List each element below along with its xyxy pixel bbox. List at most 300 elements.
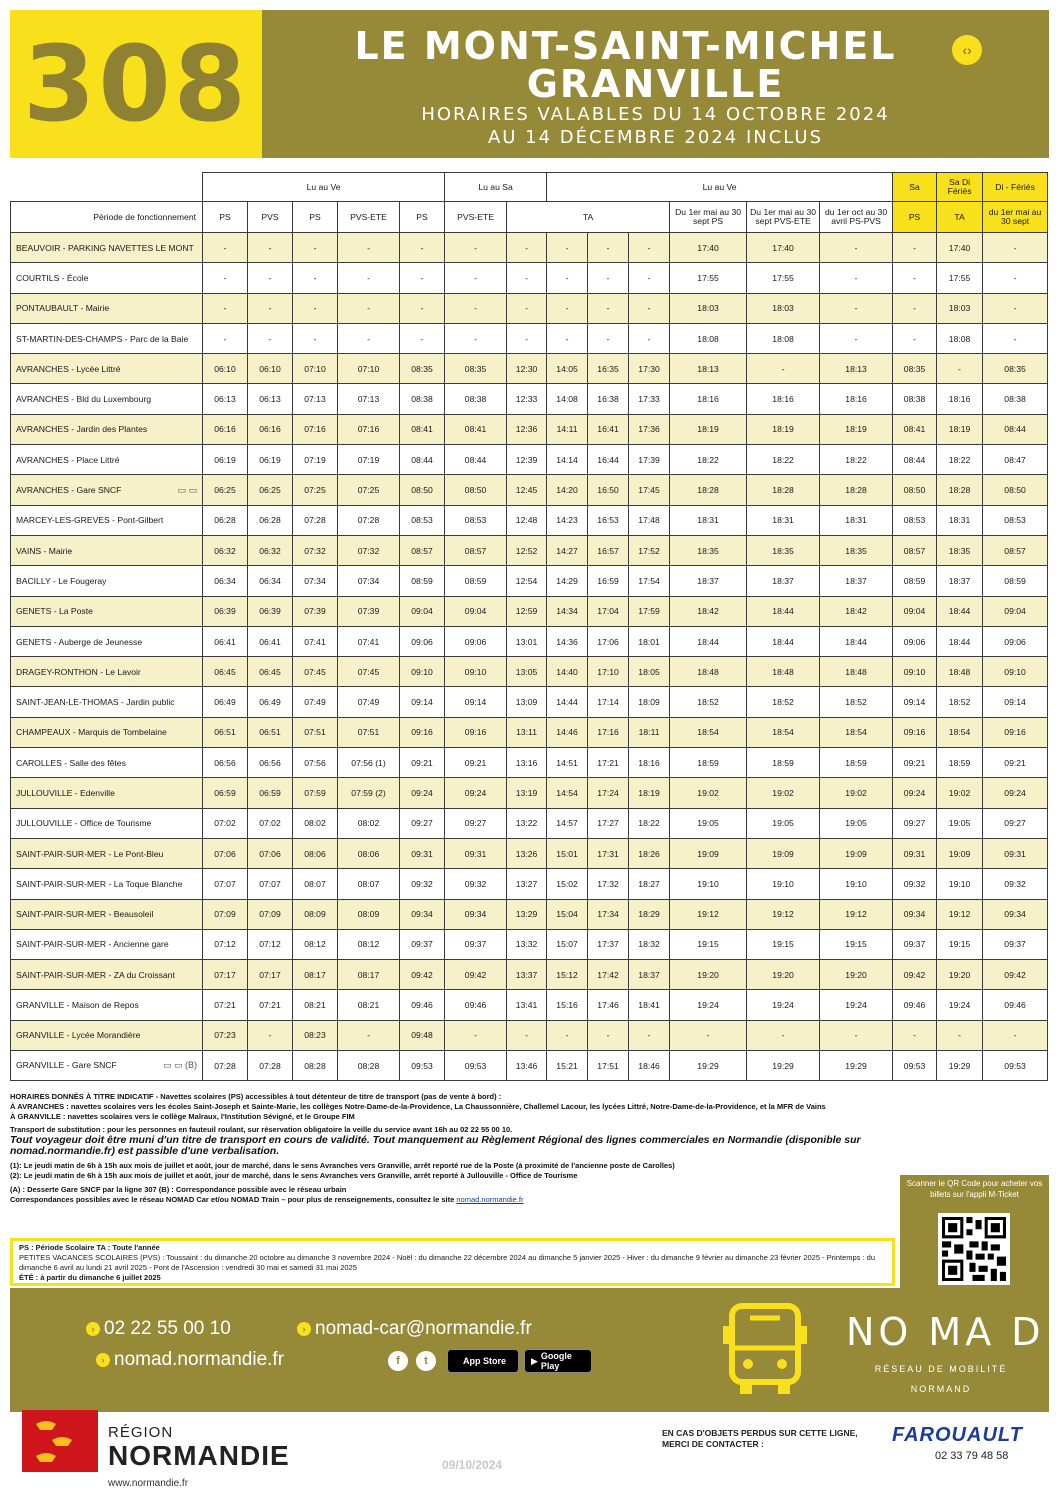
time-cell: 07:39 (293, 596, 338, 626)
corner-cell (11, 173, 203, 202)
bus-icon (720, 1300, 810, 1400)
time-cell: 09:10 (983, 657, 1048, 687)
document-date: 09/10/2024 (442, 1458, 503, 1472)
time-cell: 09:04 (445, 596, 507, 626)
time-cell: 17:59 (629, 596, 670, 626)
time-cell: - (507, 323, 547, 353)
time-cell: - (400, 263, 445, 293)
time-cell: 19:24 (747, 990, 820, 1020)
time-cell: 08:07 (293, 869, 338, 899)
time-cell: 07:06 (203, 838, 248, 868)
time-cell: 18:32 (629, 929, 670, 959)
time-cell: 09:46 (400, 990, 445, 1020)
time-cell: 18:08 (747, 323, 820, 353)
time-cell: 18:59 (937, 748, 983, 778)
time-cell: 17:32 (588, 869, 629, 899)
time-cell: - (248, 1020, 293, 1050)
table-row (11, 838, 1048, 868)
stop-label: GENETS - La Poste (16, 606, 93, 617)
table-row (11, 808, 1048, 838)
time-cell: 18:42 (820, 596, 893, 626)
stop-name (11, 990, 203, 1020)
time-cell: 14:27 (547, 535, 588, 565)
time-cell: - (820, 1020, 893, 1050)
table-row (11, 717, 1048, 747)
time-cell: 07:07 (248, 869, 293, 899)
stop-label: AVRANCHES - Gare SNCF (16, 484, 122, 495)
time-cell: 17:39 (629, 445, 670, 475)
time-cell: 07:41 (338, 626, 400, 656)
period-header: PS (893, 202, 937, 233)
validity-line-1: HORAIRES VALABLES DU 14 OCTOBRE 2024 (421, 104, 890, 125)
time-cell: 07:07 (203, 869, 248, 899)
time-cell: 09:21 (893, 748, 937, 778)
stop-name (11, 748, 203, 778)
time-cell: 07:10 (338, 354, 400, 384)
time-cell: 07:09 (203, 899, 248, 929)
time-cell: 09:34 (983, 899, 1048, 929)
stop-name (11, 899, 203, 929)
time-cell: 19:09 (747, 838, 820, 868)
stop-name (11, 233, 203, 263)
time-cell: 14:40 (547, 657, 588, 687)
phone-number: 02 22 55 00 10 (104, 1318, 231, 1339)
time-cell: 18:16 (670, 384, 747, 414)
region-website[interactable]: www.normandie.fr (108, 1478, 189, 1489)
stop-label: AVRANCHES - Bld du Luxembourg (16, 394, 152, 405)
time-cell: 06:19 (203, 445, 248, 475)
time-cell: 13:19 (507, 778, 547, 808)
time-cell: 18:41 (629, 990, 670, 1020)
time-cell: 09:06 (893, 626, 937, 656)
time-cell: 09:31 (400, 838, 445, 868)
time-cell: 07:49 (293, 687, 338, 717)
stop-name (11, 475, 203, 505)
time-cell: 06:19 (248, 445, 293, 475)
day-group: Lu au Ve (547, 173, 893, 202)
stop-name (11, 566, 203, 596)
time-cell: 07:19 (338, 445, 400, 475)
time-cell: 18:22 (670, 445, 747, 475)
time-cell: 06:28 (248, 505, 293, 535)
time-cell: 09:53 (445, 1051, 507, 1081)
table-row (11, 323, 1048, 353)
time-cell: 19:29 (820, 1051, 893, 1081)
time-cell: 07:51 (338, 717, 400, 747)
time-cell: 09:21 (445, 748, 507, 778)
stop-name (11, 384, 203, 414)
title-area (262, 10, 1049, 158)
time-cell: 08:02 (338, 808, 400, 838)
day-group: Lu au Ve (203, 173, 445, 202)
time-cell: 19:05 (820, 808, 893, 838)
time-cell: 08:35 (400, 354, 445, 384)
stop-name (11, 535, 203, 565)
time-cell: 19:02 (747, 778, 820, 808)
time-cell: 18:52 (937, 687, 983, 717)
time-cell: - (338, 263, 400, 293)
day-group: Sa (893, 173, 937, 202)
table-row (11, 960, 1048, 990)
time-cell: 18:52 (820, 687, 893, 717)
time-cell: - (338, 1020, 400, 1050)
time-cell: - (547, 233, 588, 263)
time-cell: 16:59 (588, 566, 629, 596)
table-row (11, 748, 1048, 778)
timetable (10, 172, 1048, 1081)
time-cell: 09:42 (445, 960, 507, 990)
table-row (11, 778, 1048, 808)
time-cell: 18:37 (670, 566, 747, 596)
nomad-tagline: RÉSEAU DE MOBILITÉ (874, 1364, 1008, 1374)
time-cell: 06:13 (248, 384, 293, 414)
time-cell: 18:59 (820, 748, 893, 778)
table-row (11, 687, 1048, 717)
time-cell: - (893, 263, 937, 293)
time-cell: 19:15 (937, 929, 983, 959)
time-cell: - (547, 1020, 588, 1050)
time-cell: 18:28 (820, 475, 893, 505)
phone-contact[interactable] (86, 1318, 231, 1340)
table-row (11, 990, 1048, 1020)
time-cell: 09:34 (400, 899, 445, 929)
time-cell: 18:35 (937, 535, 983, 565)
time-cell: 09:14 (400, 687, 445, 717)
time-cell: 14:51 (547, 748, 588, 778)
time-cell: - (937, 354, 983, 384)
time-cell: 19:20 (670, 960, 747, 990)
table-row (11, 354, 1048, 384)
time-cell: 08:17 (338, 960, 400, 990)
time-cell: 08:50 (400, 475, 445, 505)
time-cell: 06:49 (248, 687, 293, 717)
time-cell: - (629, 323, 670, 353)
time-cell: 18:19 (629, 778, 670, 808)
time-cell: 18:19 (820, 414, 893, 444)
time-cell: 06:45 (203, 657, 248, 687)
time-cell: 09:06 (983, 626, 1048, 656)
time-cell: 08:35 (893, 354, 937, 384)
time-cell: 08:38 (983, 384, 1048, 414)
app-store-button[interactable] (447, 1349, 519, 1373)
time-cell: 19:12 (937, 899, 983, 929)
time-cell: 07:45 (293, 657, 338, 687)
time-cell: 19:10 (820, 869, 893, 899)
time-cell: 06:32 (248, 535, 293, 565)
time-cell: 19:09 (937, 838, 983, 868)
time-cell: 08:09 (338, 899, 400, 929)
time-cell: - (588, 1020, 629, 1050)
email-contact[interactable] (297, 1318, 532, 1340)
time-cell: 06:13 (203, 384, 248, 414)
time-cell: 08:07 (338, 869, 400, 899)
time-cell: 08:12 (338, 929, 400, 959)
time-cell: - (248, 323, 293, 353)
stop-label: AVRANCHES - Jardin des Plantes (16, 424, 148, 435)
carrier-phone: 02 33 79 48 58 (935, 1450, 1009, 1462)
time-cell: 08:53 (400, 505, 445, 535)
time-cell: 13:05 (507, 657, 547, 687)
time-cell: 14:44 (547, 687, 588, 717)
time-cell: 09:48 (400, 1020, 445, 1050)
time-cell: 09:32 (893, 869, 937, 899)
time-cell: - (983, 263, 1048, 293)
time-cell: 09:10 (400, 657, 445, 687)
time-cell: - (893, 323, 937, 353)
time-cell: 17:36 (629, 414, 670, 444)
time-cell: - (893, 1020, 937, 1050)
time-cell: 08:50 (445, 475, 507, 505)
table-row (11, 445, 1048, 475)
time-cell: 17:31 (588, 838, 629, 868)
time-cell: 08:35 (983, 354, 1048, 384)
time-cell: 09:27 (400, 808, 445, 838)
time-cell: 09:42 (893, 960, 937, 990)
period-header: Du 1er mai au 30 sept PS (670, 202, 747, 233)
time-cell: 17:14 (588, 687, 629, 717)
time-cell: 18:59 (670, 748, 747, 778)
time-cell: - (547, 263, 588, 293)
time-cell: - (338, 323, 400, 353)
chevron-right-icon: › (86, 1322, 100, 1336)
time-cell: - (820, 323, 893, 353)
time-cell: 07:45 (338, 657, 400, 687)
time-cell: 07:10 (293, 354, 338, 384)
time-cell: 18:22 (937, 445, 983, 475)
time-cell: 07:09 (248, 899, 293, 929)
time-cell: 09:27 (893, 808, 937, 838)
time-cell: 17:30 (629, 354, 670, 384)
time-cell: 08:59 (400, 566, 445, 596)
period-header: PVS (248, 202, 293, 233)
time-cell: 08:17 (293, 960, 338, 990)
connection-icons: ▭ ▭ (177, 484, 197, 495)
stop-name (11, 960, 203, 990)
time-cell: 18:48 (670, 657, 747, 687)
time-cell: 12:54 (507, 566, 547, 596)
time-cell: - (588, 293, 629, 323)
table-row (11, 929, 1048, 959)
time-cell: 19:20 (820, 960, 893, 990)
time-cell: 18:35 (820, 535, 893, 565)
time-cell: 18:01 (629, 626, 670, 656)
stop-label: JULLOUVILLE - Office de Tourisme (16, 818, 152, 829)
time-cell: 09:53 (983, 1051, 1048, 1081)
time-cell: 13:41 (507, 990, 547, 1020)
time-cell: 18:52 (747, 687, 820, 717)
time-cell: 18:11 (629, 717, 670, 747)
time-cell: 18:28 (747, 475, 820, 505)
time-cell: 14:11 (547, 414, 588, 444)
time-cell: 19:20 (937, 960, 983, 990)
chevron-right-icon: › (96, 1353, 110, 1367)
time-cell: 08:44 (983, 414, 1048, 444)
time-cell: 07:32 (338, 535, 400, 565)
time-cell: 19:12 (670, 899, 747, 929)
time-cell: - (747, 1020, 820, 1050)
time-cell: - (983, 1020, 1048, 1050)
time-cell: 09:37 (400, 929, 445, 959)
time-cell: - (338, 233, 400, 263)
note-text: Transport de substitution : pour les personnes en fauteuil roulant, sur réservation obligatoire la veille du service avant 16h au 02 22 55 00 10. (10, 1125, 513, 1135)
region-name: NORMANDIE (108, 1440, 290, 1471)
time-cell: 08:38 (445, 384, 507, 414)
time-cell: 18:48 (747, 657, 820, 687)
validity-line-2: AU 14 DÉCEMBRE 2024 INCLUS (487, 127, 824, 148)
qr-panel (900, 1175, 1049, 1289)
app-store-label: App Store (462, 1356, 506, 1366)
time-cell: 09:32 (445, 869, 507, 899)
time-cell: - (248, 233, 293, 263)
time-cell: 18:28 (937, 475, 983, 505)
time-cell: 14:05 (547, 354, 588, 384)
stop-name (11, 717, 203, 747)
time-cell: 07:39 (338, 596, 400, 626)
time-cell: - (507, 293, 547, 323)
time-cell: 19:15 (820, 929, 893, 959)
time-cell: 09:34 (893, 899, 937, 929)
time-cell: 18:03 (937, 293, 983, 323)
time-cell: 18:44 (747, 626, 820, 656)
time-cell: 18:54 (670, 717, 747, 747)
table-row (11, 626, 1048, 656)
time-cell: 07:23 (203, 1020, 248, 1050)
table-row (11, 535, 1048, 565)
time-cell: 09:37 (983, 929, 1048, 959)
table-row (11, 233, 1048, 263)
time-cell: 19:10 (670, 869, 747, 899)
time-cell: 19:29 (937, 1051, 983, 1081)
time-cell: 09:06 (445, 626, 507, 656)
stop-name (11, 323, 203, 353)
time-cell: 12:52 (507, 535, 547, 565)
time-cell: - (203, 323, 248, 353)
time-cell: 09:04 (983, 596, 1048, 626)
time-cell: 07:56 (293, 748, 338, 778)
notes-block (10, 1092, 890, 1204)
time-cell: 18:54 (820, 717, 893, 747)
time-cell: 18:44 (670, 626, 747, 656)
stop-name (11, 1051, 203, 1081)
time-cell: 15:02 (547, 869, 588, 899)
table-row (11, 293, 1048, 323)
time-cell: 08:12 (293, 929, 338, 959)
time-cell: 06:16 (248, 414, 293, 444)
time-cell: - (747, 354, 820, 384)
periods-legend (10, 1238, 895, 1286)
time-cell: 09:53 (400, 1051, 445, 1081)
lost-items-line: MERCI DE CONTACTER : (662, 1439, 764, 1449)
table-row (11, 566, 1048, 596)
route-destination: GRANVILLE (526, 62, 785, 106)
time-cell: 13:09 (507, 687, 547, 717)
time-cell: 18:19 (670, 414, 747, 444)
time-cell: - (248, 263, 293, 293)
time-cell: - (445, 233, 507, 263)
time-cell: 06:51 (203, 717, 248, 747)
table-row (11, 596, 1048, 626)
time-cell: - (203, 233, 248, 263)
time-cell: 06:51 (248, 717, 293, 747)
time-cell: 12:39 (507, 445, 547, 475)
stop-label: CHAMPEAUX - Marquis de Tombelaine (16, 727, 167, 738)
time-cell: 18:37 (937, 566, 983, 596)
time-cell: 19:10 (937, 869, 983, 899)
nomad-website-link[interactable]: nomad.normandie.fr (456, 1194, 524, 1204)
time-cell: - (983, 233, 1048, 263)
facebook-icon[interactable]: f (388, 1351, 408, 1371)
time-cell: 18:37 (629, 960, 670, 990)
time-cell: 09:37 (445, 929, 507, 959)
time-cell: 17:37 (588, 929, 629, 959)
time-cell: 08:21 (293, 990, 338, 1020)
email-address: nomad-car@normandie.fr (315, 1318, 532, 1339)
website-contact[interactable] (96, 1349, 284, 1371)
time-cell: 18:22 (747, 445, 820, 475)
time-cell: 18:08 (937, 323, 983, 353)
stop-name (11, 869, 203, 899)
time-cell: 14:14 (547, 445, 588, 475)
time-cell: - (588, 263, 629, 293)
time-cell: 18:31 (670, 505, 747, 535)
stop-label: GRANVILLE - Maison de Repos (16, 1000, 139, 1011)
time-cell: - (203, 263, 248, 293)
time-cell: - (588, 233, 629, 263)
stop-label: AVRANCHES - Lycée Littré (16, 363, 121, 374)
note-text: HORAIRES DONNÉS À TITRE INDICATIF - Navettes scolaires (PS) accessibles à tout détenteur de titre de transport (pas de vente à bord) : (10, 1092, 502, 1101)
time-cell: 09:14 (445, 687, 507, 717)
time-cell: 07:16 (338, 414, 400, 444)
lost-items-line: EN CAS D'OBJETS PERDUS SUR CETTE LIGNE, (662, 1428, 858, 1438)
note-text: (2): Le jeudi matin de 6h à 15h aux mois de juillet et août, jour de marché, dans le sens Avranches vers Granville, arrêt reporté à Jullouville - Office de Tourisme (10, 1170, 578, 1180)
google-play-button[interactable] (524, 1349, 592, 1373)
time-cell: - (293, 323, 338, 353)
time-cell: 09:46 (893, 990, 937, 1020)
time-cell: 13:46 (507, 1051, 547, 1081)
time-cell: 09:32 (400, 869, 445, 899)
stop-label: PONTAUBAULT - Mairie (16, 303, 110, 314)
time-cell: 09:42 (400, 960, 445, 990)
time-cell: 12:30 (507, 354, 547, 384)
time-cell: 19:12 (820, 899, 893, 929)
table-row (11, 475, 1048, 505)
time-cell: 07:17 (248, 960, 293, 990)
time-cell: 12:48 (507, 505, 547, 535)
stop-name (11, 293, 203, 323)
time-cell: 09:10 (445, 657, 507, 687)
time-cell: 18:16 (820, 384, 893, 414)
time-cell: 07:21 (203, 990, 248, 1020)
time-cell: - (248, 293, 293, 323)
stop-label: ST-MARTIN-DES-CHAMPS - Parc de la Baie (16, 333, 189, 344)
time-cell: 06:28 (203, 505, 248, 535)
table-row (11, 263, 1048, 293)
qr-code-icon[interactable] (938, 1213, 1010, 1285)
twitter-icon[interactable]: t (416, 1351, 436, 1371)
time-cell: - (400, 233, 445, 263)
time-cell: 19:02 (670, 778, 747, 808)
time-cell: 18:46 (629, 1051, 670, 1081)
time-cell: 06:34 (248, 566, 293, 596)
time-cell: 06:25 (248, 475, 293, 505)
time-cell: 18:54 (937, 717, 983, 747)
time-cell: - (445, 1020, 507, 1050)
stop-label: MARCEY-LES-GREVES - Pont-Gilbert (16, 515, 164, 526)
time-cell: 07:49 (338, 687, 400, 717)
time-cell: 07:28 (293, 505, 338, 535)
time-cell: 13:01 (507, 626, 547, 656)
time-cell: 19:29 (670, 1051, 747, 1081)
